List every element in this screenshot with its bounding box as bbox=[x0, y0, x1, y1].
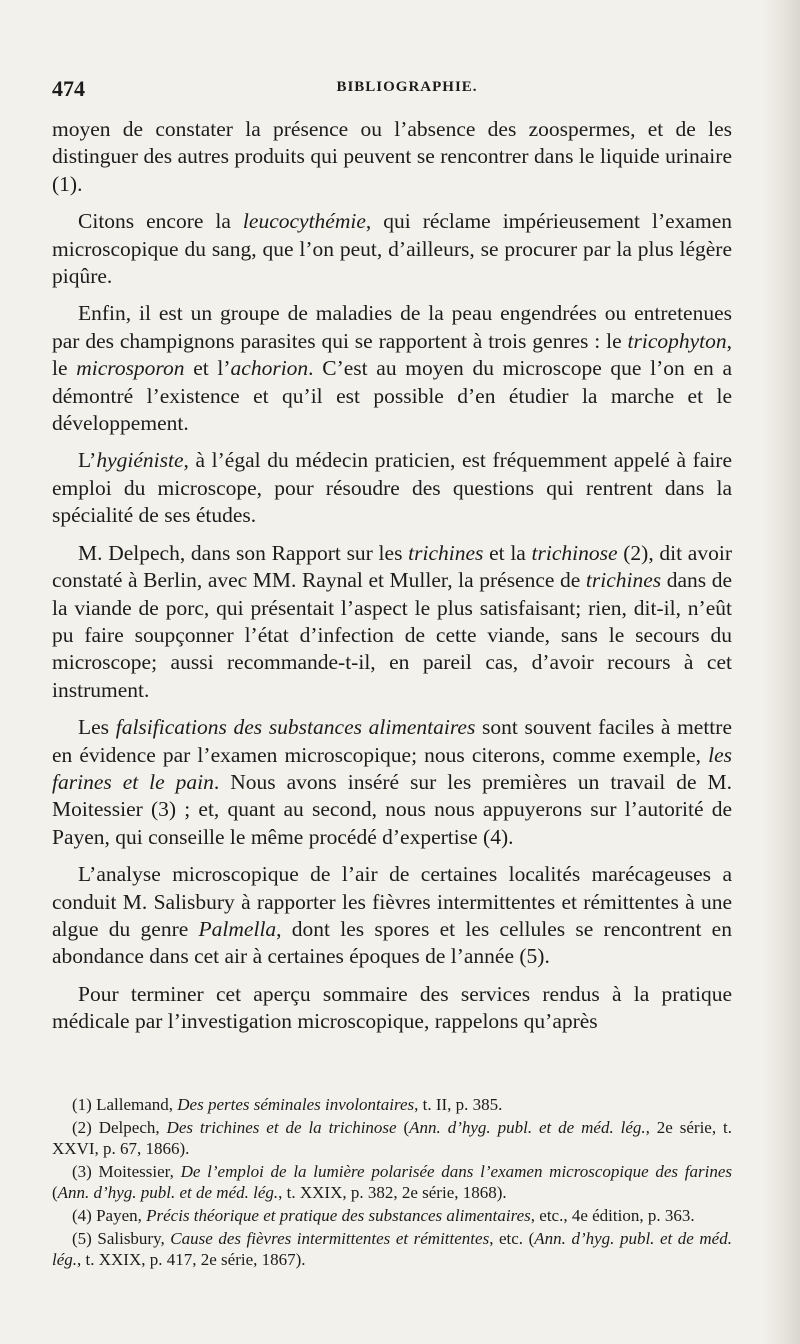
text-run: , t. XXIX, p. 417, 2e série, 1867). bbox=[77, 1250, 306, 1270]
paragraph bbox=[52, 861, 732, 971]
text-run: sont souvent faciles à mettre en évidence par l’examen microscopique; nous citerons, comme exemple, bbox=[52, 715, 732, 767]
text-run: moyen de constater la présence ou l’absence des zoospermes, et de les distinguer des autres produits qui peuvent se rencontrer dans le liquide urinaire (1). bbox=[52, 117, 732, 196]
footnotes bbox=[52, 1094, 732, 1272]
paragraph bbox=[52, 208, 732, 290]
footnote bbox=[52, 1161, 732, 1204]
paragraph bbox=[52, 981, 732, 1036]
text-run: ( bbox=[52, 1183, 58, 1203]
paragraph bbox=[52, 714, 732, 851]
text-run: . Nous avons inséré sur les premières un travail de M. Moitessier (3) ; et, quant au second, nous nous appuyerons sur l’autorité de Payen, qui conseille le même procédé d’expertise (4). bbox=[52, 769, 733, 849]
italic-term: tricophyton bbox=[627, 328, 727, 353]
text-run: , t. II, p. 385. bbox=[414, 1095, 503, 1114]
text-run: dans de la viande de porc, qui présentait l’aspect le plus satisfaisant; rien, dit-il, n’eût pu faire soupçonner l’état d’infection de cette viande, sans le secours du microscope; aussi recommande-t-il, en pareil cas, d’avoir recours à cet instrument. bbox=[52, 568, 732, 702]
text-run: et l’ bbox=[184, 356, 231, 381]
text-run: L’ bbox=[78, 448, 97, 473]
italic-term: les farines et le pain bbox=[52, 742, 732, 794]
italic-title: Ann. d’hyg. publ. et de méd. lég. bbox=[57, 1183, 279, 1203]
text-run: (5) Salisbury, bbox=[72, 1228, 171, 1248]
italic-term: Palmella bbox=[198, 916, 277, 941]
text-run: . C’est au moyen du microscope que l’on en a démontré l’existence et qu’il est possible d’en étudier la marche et le développement. bbox=[52, 356, 732, 436]
text-run: Pour terminer cet aperçu sommaire des services rendus à la pratique médicale par l’investigation microscopique, rappelons qu’après bbox=[52, 981, 732, 1034]
italic-title: Précis théorique et pratique des substances alimentaires bbox=[146, 1205, 531, 1225]
italic-term: achorion bbox=[230, 356, 309, 381]
text-run: (4) Payen, bbox=[72, 1205, 147, 1225]
italic-title: Cause des fièvres intermittentes et rémittentes bbox=[170, 1228, 490, 1248]
paragraph bbox=[52, 540, 732, 704]
text-run: , qui réclame impérieusement l’examen microscopique du sang, que l’on peut, d’ailleurs, se procurer par la plus légère piqûre. bbox=[52, 209, 732, 289]
footnote bbox=[52, 1094, 732, 1116]
text-run: , à l’égal du médecin praticien, est fréquemment appelé à faire emploi du microscope, pour résoudre des questions qui rentrent dans la spécialité de ses études. bbox=[52, 448, 732, 528]
italic-term: hygiéniste bbox=[96, 448, 184, 473]
italic-term: trichines bbox=[585, 568, 662, 593]
italic-term: microsporon bbox=[76, 356, 185, 381]
italic-term: falsifications des substances alimentaires bbox=[115, 715, 476, 740]
body-text bbox=[52, 116, 732, 1046]
text-run: (2) Delpech, bbox=[72, 1117, 167, 1137]
italic-title: Des pertes séminales involontaires bbox=[177, 1095, 415, 1114]
footnote bbox=[52, 1228, 732, 1271]
text-run: et la bbox=[483, 540, 532, 565]
text-run: ( bbox=[396, 1117, 410, 1137]
text-run: L’analyse microscopique de l’air de certaines localités marécageuses a conduit M. Salisbury à rapporter les fièvres intermittentes et rémittentes à une algue du genre bbox=[52, 862, 732, 941]
text-run: Les bbox=[78, 715, 116, 740]
italic-title: De l’emploi de la lumière polarisée dans l’examen microscopique des farines bbox=[180, 1161, 732, 1181]
text-run: , t. XXIX, p. 382, 2e série, 1868). bbox=[278, 1183, 507, 1203]
text-run: , etc. ( bbox=[489, 1228, 535, 1248]
italic-term: trichines bbox=[408, 540, 484, 565]
italic-term: trichinose bbox=[531, 540, 618, 565]
italic-title: Ann. d’hyg. publ. et de méd. lég. bbox=[52, 1228, 732, 1270]
footnote bbox=[52, 1205, 732, 1227]
text-run: , 2e série, t. XXVI, p. 67, 1866). bbox=[52, 1117, 732, 1159]
text-run: , le bbox=[52, 328, 732, 381]
footnote bbox=[52, 1117, 732, 1160]
page-header bbox=[52, 76, 732, 106]
paragraph bbox=[52, 300, 732, 437]
paragraph bbox=[52, 447, 732, 529]
paragraph bbox=[52, 116, 732, 198]
italic-term: leucocythémie bbox=[242, 209, 366, 234]
page-number: 474 bbox=[52, 76, 85, 101]
italic-title: Ann. d’hyg. publ. et de méd. lég. bbox=[409, 1117, 646, 1137]
running-title: BIBLIOGRAPHIE. bbox=[336, 79, 478, 95]
text-run: (2), dit avoir constaté à Berlin, avec MM. Raynal et Muller, la présence de bbox=[52, 540, 732, 593]
text-run: , etc., 4e édition, p. 363. bbox=[530, 1205, 695, 1225]
italic-title: Des trichines et de la trichinose bbox=[166, 1117, 397, 1137]
text-run: (1) Lallemand, bbox=[72, 1095, 178, 1114]
page-edge-shadow bbox=[762, 0, 800, 1344]
text-run: (3) Moitessier, bbox=[72, 1161, 181, 1181]
text-run: M. Delpech, dans son Rapport sur les bbox=[78, 540, 409, 565]
text-run: Citons encore la bbox=[78, 209, 243, 234]
text-run: , dont les spores et les cellules se rencontrent en abondance dans cet air à certaines époques de l’année (5). bbox=[52, 916, 732, 969]
text-run: Enfin, il est un groupe de maladies de la peau engendrées ou entretenues par des champignons parasites qui se rapportent à trois genres : le bbox=[52, 301, 732, 353]
